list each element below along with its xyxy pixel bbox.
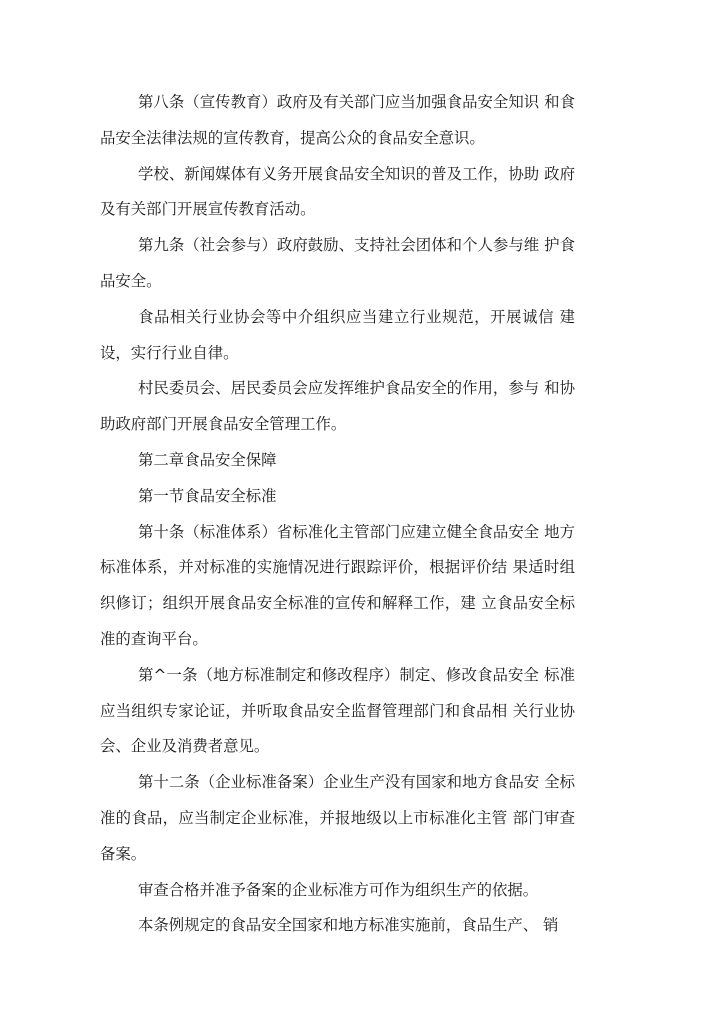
paragraph-article-11: 第^一条（地方标准制定和修改程序）制定、修改食品安全 标准应当组织专家论证，并听取食品安全监督管理部门和食品相 关行业协会、企业及消费者意见。	[100, 665, 575, 756]
paragraph-article-12: 第十二条（企业标准备案）企业生产没有国家和地方食品安 全标准的食品，应当制定企业标准，并报地级以上市标准化主管 部门审查备案。	[100, 773, 575, 863]
paragraph-article-12-clause-3: 本条例规定的食品安全国家和地方标准实施前，食品生产、 销	[138, 916, 559, 935]
document-body	[100, 85, 575, 944]
paragraph-article-8-clause-2: 学校、新闻媒体有义务开展食品安全知识的普及工作，协助 政府及有关部门开展宣传教育活动。	[100, 164, 575, 219]
paragraph-article-8: 第八条（宣传教育）政府及有关部门应当加强食品安全知识 和食品安全法律法规的宣传教育，提高公众的食品安全意识。	[100, 93, 575, 147]
paragraph-article-9-clause-3: 村民委员会、居民委员会应发挥维护食品安全的作用，参与 和协助政府部门开展食品安全管理工作。	[100, 379, 575, 434]
paragraph-article-10: 第十条（标准体系）省标准化主管部门应建立健全食品安全 地方标准体系，并对标准的实施情况进行跟踪评价，根据评价结 果适时组织修订；组织开展食品安全标准的宣传和解释工作，建 立食品安全标准的查询平台。	[100, 522, 575, 648]
section-heading: 第一节食品安全标准	[138, 486, 277, 505]
paragraph-article-12-clause-2: 审查合格并准予备案的企业标准方可作为组织生产的依据。	[138, 880, 539, 899]
chapter-heading: 第二章食品安全保障	[138, 450, 277, 469]
paragraph-article-9: 第九条（社会参与）政府鼓励、支持社会团体和个人参与维 护食品安全。	[100, 236, 575, 290]
paragraph-article-9-clause-2: 食品相关行业协会等中介组织应当建立行业规范，开展诚信 建设，实行行业自律。	[100, 307, 575, 362]
